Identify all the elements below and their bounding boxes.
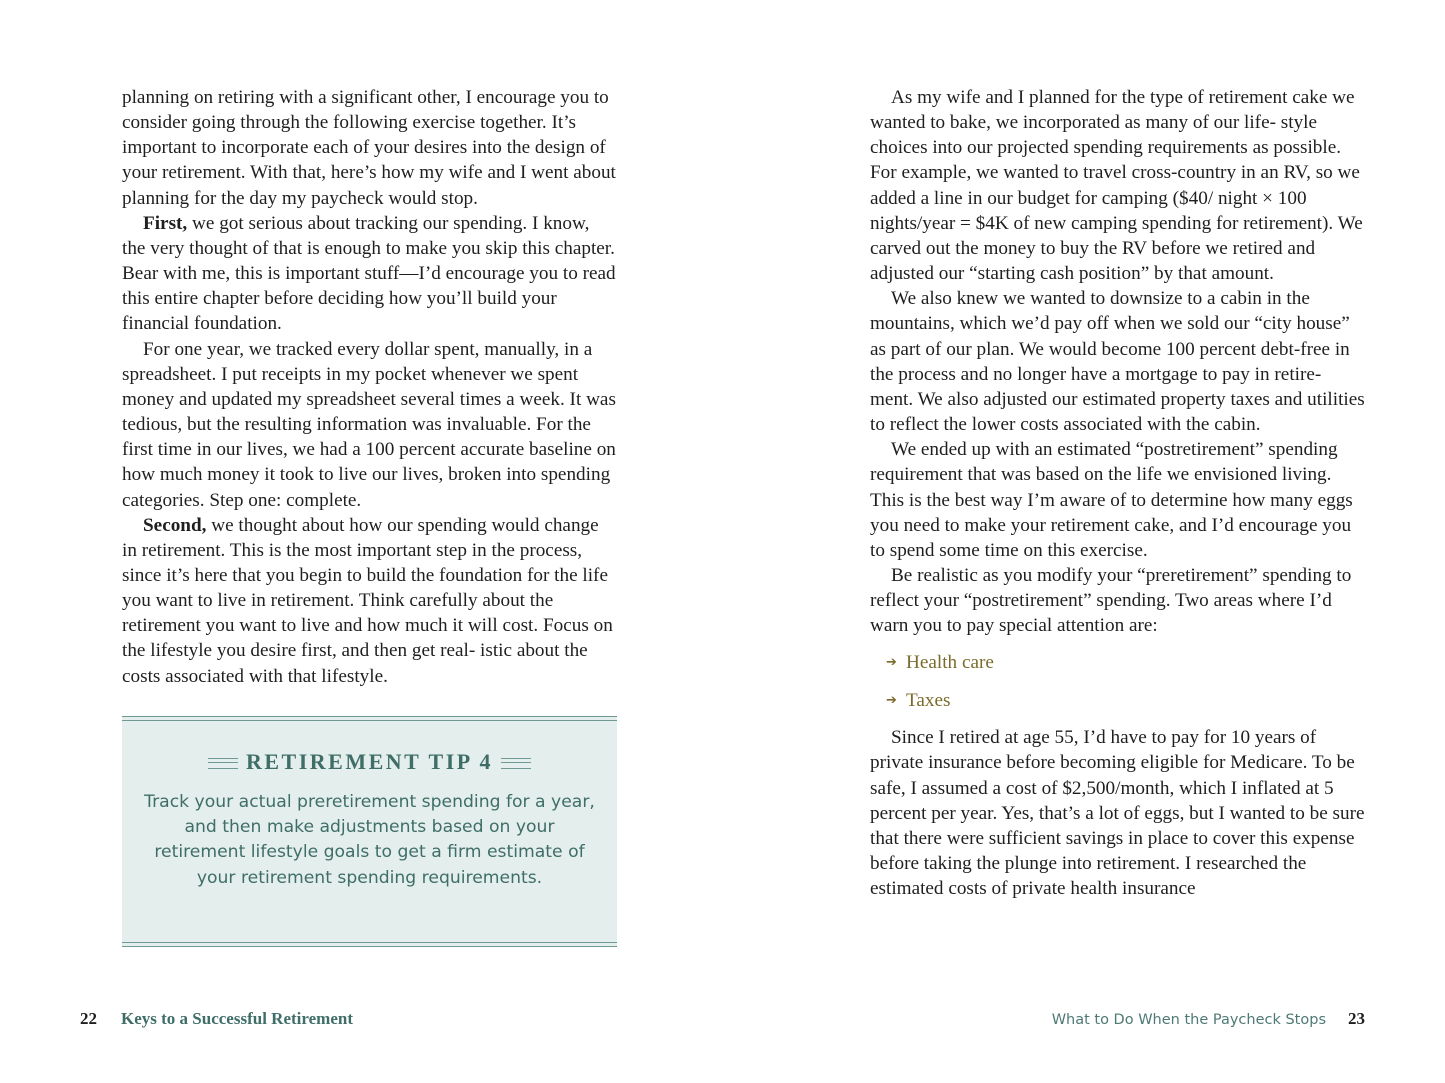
bullet-list bbox=[886, 650, 1366, 713]
list-item-label: Taxes bbox=[906, 690, 951, 712]
tip-title-text: RETIREMENT TIP 4 bbox=[245, 749, 494, 774]
page-number: 22 bbox=[80, 1009, 97, 1028]
divider bbox=[122, 946, 617, 947]
paragraph: Be realistic as you modify your “preretirement” spending to reflect your “postretirement” spending. Two areas where I’d warn you to pay special attention are: bbox=[870, 564, 1352, 637]
arrow-right-icon: ➔ bbox=[886, 693, 897, 709]
retirement-tip-box bbox=[122, 716, 617, 947]
footer-left bbox=[80, 1009, 353, 1031]
paragraph: planning on retiring with a significant other, I encourage you to consider going through the following exercise together. It’s important to incorporate each of your desires into the design of your retirement. With that, here’s how my wife and I went about planning for the day my paycheck would stop. bbox=[122, 87, 616, 209]
paragraph: For one year, we tracked every dollar spent, manually, in a spreadsheet. I put receipts in my pocket whenever we spent money and updated my spreadsheet several times a week. It was tedious, but the resulting information was invaluable. For the first time in our lives, we had a 100 percent accurate baseline on how much money it took to live our lives, broken into spending categories. Step one: complete. bbox=[122, 338, 616, 511]
divider bbox=[122, 942, 617, 943]
page-number: 23 bbox=[1348, 1009, 1365, 1028]
left-page-body bbox=[122, 85, 617, 689]
list-item-label: Health care bbox=[906, 652, 994, 674]
paragraph: Second, we thought about how our spending would change in retirement. This is the most important step in the process, since it’s here that you begin to build the foundation for the life you want to live in retirement. Think carefully about the retirement you want to live and how much it will cost. Focus on the lifestyle you desire first, and then get real- istic about the costs associated with that lifestyle. bbox=[122, 514, 613, 687]
paragraph: We ended up with an estimated “postretirement” spending requirement that was based on the life we envisioned living. This is the best way I’m aware of to determine how many eggs you need to make your retirement cake, and I’d encourage you to spend some time on this exercise. bbox=[870, 439, 1353, 561]
paragraph: We also knew we wanted to downsize to a cabin in the mountains, which we’d pay off when we sold our “city house” as part of our plan. We would become 100 percent debt-free in the process and no longer have a mortgage to pay in retire- ment. We also adjusted our estimated property taxes and utilities to reflect the lower costs associated with the cabin. bbox=[870, 288, 1365, 436]
running-head: What to Do When the Paycheck Stops bbox=[1051, 1012, 1326, 1028]
tip-body: Track your actual preretirement spending for a year, and then make adjustments based on your retirement lifestyle goals to get a firm estimate of your retirement spending requirements. bbox=[144, 792, 595, 888]
list-item bbox=[886, 688, 1366, 713]
paragraph: Since I retired at age 55, I’d have to pay for 10 years of private insurance before becoming eligible for Medicare. To be safe, I assumed a cost of $2,500/month, which I inflated at 5 percent per year. Yes, that’s a lot of eggs, but I wanted to be sure that there were sufficient savings in place to cover this expense before taking the plunge into retirement. I researched the estimated costs of private health insurance bbox=[870, 727, 1365, 900]
list-item bbox=[886, 650, 1366, 675]
ornament-right-icon bbox=[501, 758, 531, 769]
running-head: Keys to a Successful Retirement bbox=[121, 1009, 353, 1028]
tip-title bbox=[122, 749, 617, 775]
divider bbox=[122, 720, 617, 721]
footer-right bbox=[1052, 1009, 1365, 1031]
arrow-right-icon: ➔ bbox=[886, 655, 897, 671]
paragraph: As my wife and I planned for the type of retirement cake we wanted to bake, we incorporated as many of our life- style choices into our projected spending requirements as possible. For example, we wanted to travel cross-country in an RV, so we added a line in our budget for camping ($40/ night × 100 nights/year = $4K of new camping spending for retirement). We carved out the money to buy the RV before we retired and adjusted our “starting cash position” by that amount. bbox=[870, 87, 1363, 285]
paragraph: First, we got serious about tracking our spending. I know, the very thought of that is enough to make you skip this chapter. Bear with me, this is important stuff—I’d encourage you to read this entire chapter before deciding how you’ll build your financial foundation. bbox=[122, 212, 616, 335]
ornament-left-icon bbox=[208, 758, 238, 769]
right-page-body bbox=[870, 85, 1366, 901]
divider bbox=[122, 716, 617, 717]
